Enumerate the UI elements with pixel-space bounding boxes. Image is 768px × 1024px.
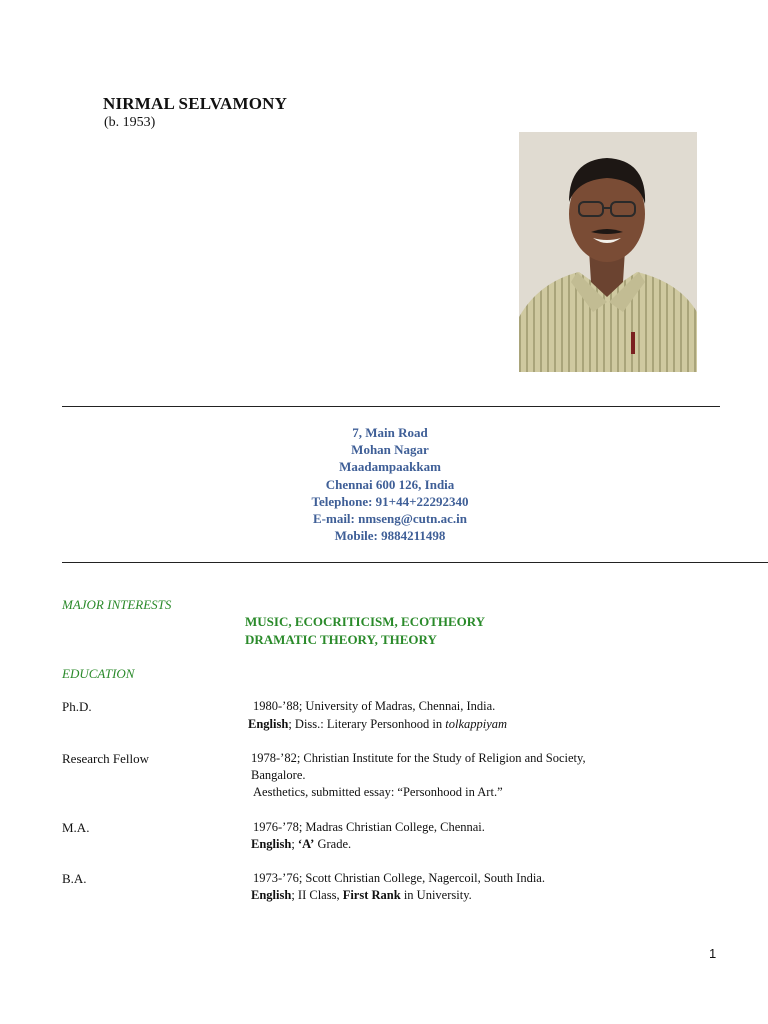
- phd-dissertation-text: ; Diss.: Literary Personhood in: [288, 717, 446, 731]
- candidate-name: NIRMAL SELVAMONY: [103, 94, 288, 113]
- top-divider: [62, 406, 720, 407]
- address-street: 7, Main Road: [352, 425, 428, 440]
- research-essay: Aesthetics, submitted essay: “Personhood in Art.”: [253, 785, 503, 799]
- contact-email: E-mail: nmseng@cutn.ac.in: [312, 511, 467, 527]
- contact-telephone: Telephone: 91+44+22292340: [311, 493, 469, 509]
- education-heading: EDUCATION: [62, 666, 135, 681]
- ma-details: 1976-’78; Madras Christian College, Chennai.: [253, 820, 485, 834]
- ma-result: [251, 837, 351, 852]
- phd-dissertation-title: tolkappiyam: [445, 717, 508, 731]
- ba-subject: English: [251, 888, 292, 902]
- portrait-illustration: [519, 132, 697, 372]
- phd-details: 1980-’88; University of Madras, Chennai, India.: [253, 699, 496, 713]
- address-area: Maadampaakkam: [339, 459, 441, 475]
- research-fellow-label: Research Fellow: [62, 751, 150, 766]
- ma-label: M.A.: [62, 820, 90, 835]
- ba-rank-text: in University.: [400, 888, 472, 902]
- ba-result: [251, 888, 472, 903]
- birth-year: (b. 1953): [104, 115, 156, 130]
- ma-grade: ‘A’: [297, 837, 315, 851]
- interests-line-1: MUSIC, ECOCRITICISM, ECOTHEORY: [245, 614, 486, 629]
- ba-details: 1973-’76; Scott Christian College, Nagercoil, South India.: [253, 871, 545, 885]
- major-interests-heading: MAJOR INTERESTS: [62, 597, 172, 612]
- ba-class: ; II Class,: [291, 888, 343, 902]
- ma-grade-text: Grade.: [314, 837, 352, 851]
- bottom-divider: [62, 562, 768, 563]
- ba-rank: First Rank: [342, 888, 401, 902]
- research-location: Bangalore.: [251, 768, 306, 782]
- page-number: 1: [709, 946, 717, 961]
- research-details: 1978-’82; Christian Institute for the Study of Religion and Society,: [251, 751, 586, 765]
- ma-separator: ;: [291, 837, 298, 851]
- contact-mobile: Mobile: 9884211498: [334, 528, 446, 544]
- address-locality: Mohan Nagar: [351, 442, 429, 458]
- portrait-photo: [519, 132, 697, 372]
- contact-address-block: [240, 424, 540, 544]
- phd-dissertation: [248, 717, 507, 732]
- phd-subject: English: [248, 717, 289, 731]
- phd-label: Ph.D.: [62, 699, 92, 714]
- ma-subject: English: [251, 837, 292, 851]
- interests-line-2: DRAMATIC THEORY, THEORY: [245, 632, 437, 647]
- address-city: Chennai 600 126, India: [325, 476, 455, 492]
- ba-label: B.A.: [62, 871, 87, 886]
